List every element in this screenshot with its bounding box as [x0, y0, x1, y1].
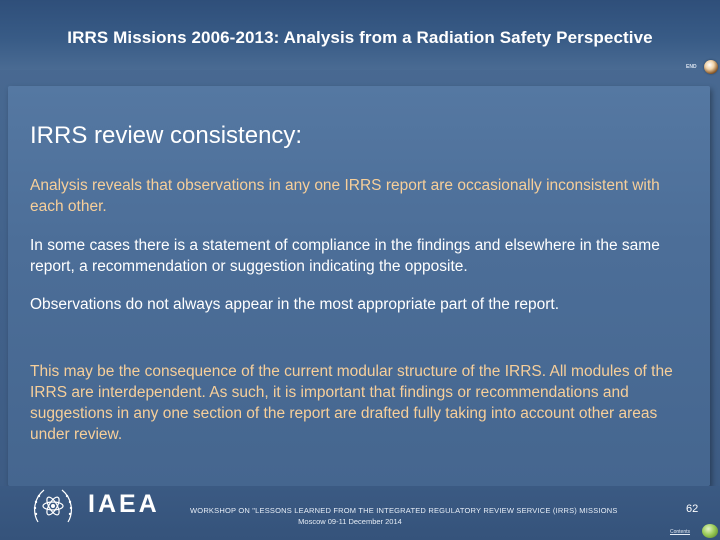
paragraph-2: In some cases there is a statement of compliance in the findings and elsewhere in the same report, a recommendation or suggestion indicating the opposite. [30, 237, 660, 275]
page-number: 62 [686, 503, 699, 515]
iaea-emblem-icon [30, 484, 76, 530]
workshop-dates: Moscow 09-11 December 2014 [298, 517, 402, 526]
contents-button-icon[interactable] [702, 524, 718, 538]
end-button-icon[interactable] [704, 60, 718, 74]
slide-heading: IRRS review consistency: [30, 122, 303, 149]
end-label[interactable]: END [686, 64, 697, 70]
slide-title: IRRS Missions 2006-2013: Analysis from a Radiation Safety Perspective [67, 28, 653, 47]
contents-link[interactable]: Contents [670, 529, 691, 535]
workshop-name: WORKSHOP ON "LESSONS LEARNED FROM THE INTEGRATED REGULATORY REVIEW SERVICE (IRRS) MISSIONS [190, 506, 618, 515]
paragraph-4: This may be the consequence of the current modular structure of the IRRS. All modules of the IRRS are interdependent. As such, it is important that findings or recommendations and suggestions in any one section of the report are drafted fully taking into account other areas under review. [30, 363, 673, 443]
iaea-logo-text: IAEA [88, 490, 160, 518]
paragraph-3: Observations do not always appear in the most appropriate part of the report. [30, 296, 560, 313]
paragraph-1: Analysis reveals that observations in any one IRRS report are occasionally inconsistent with each other. [30, 177, 660, 215]
